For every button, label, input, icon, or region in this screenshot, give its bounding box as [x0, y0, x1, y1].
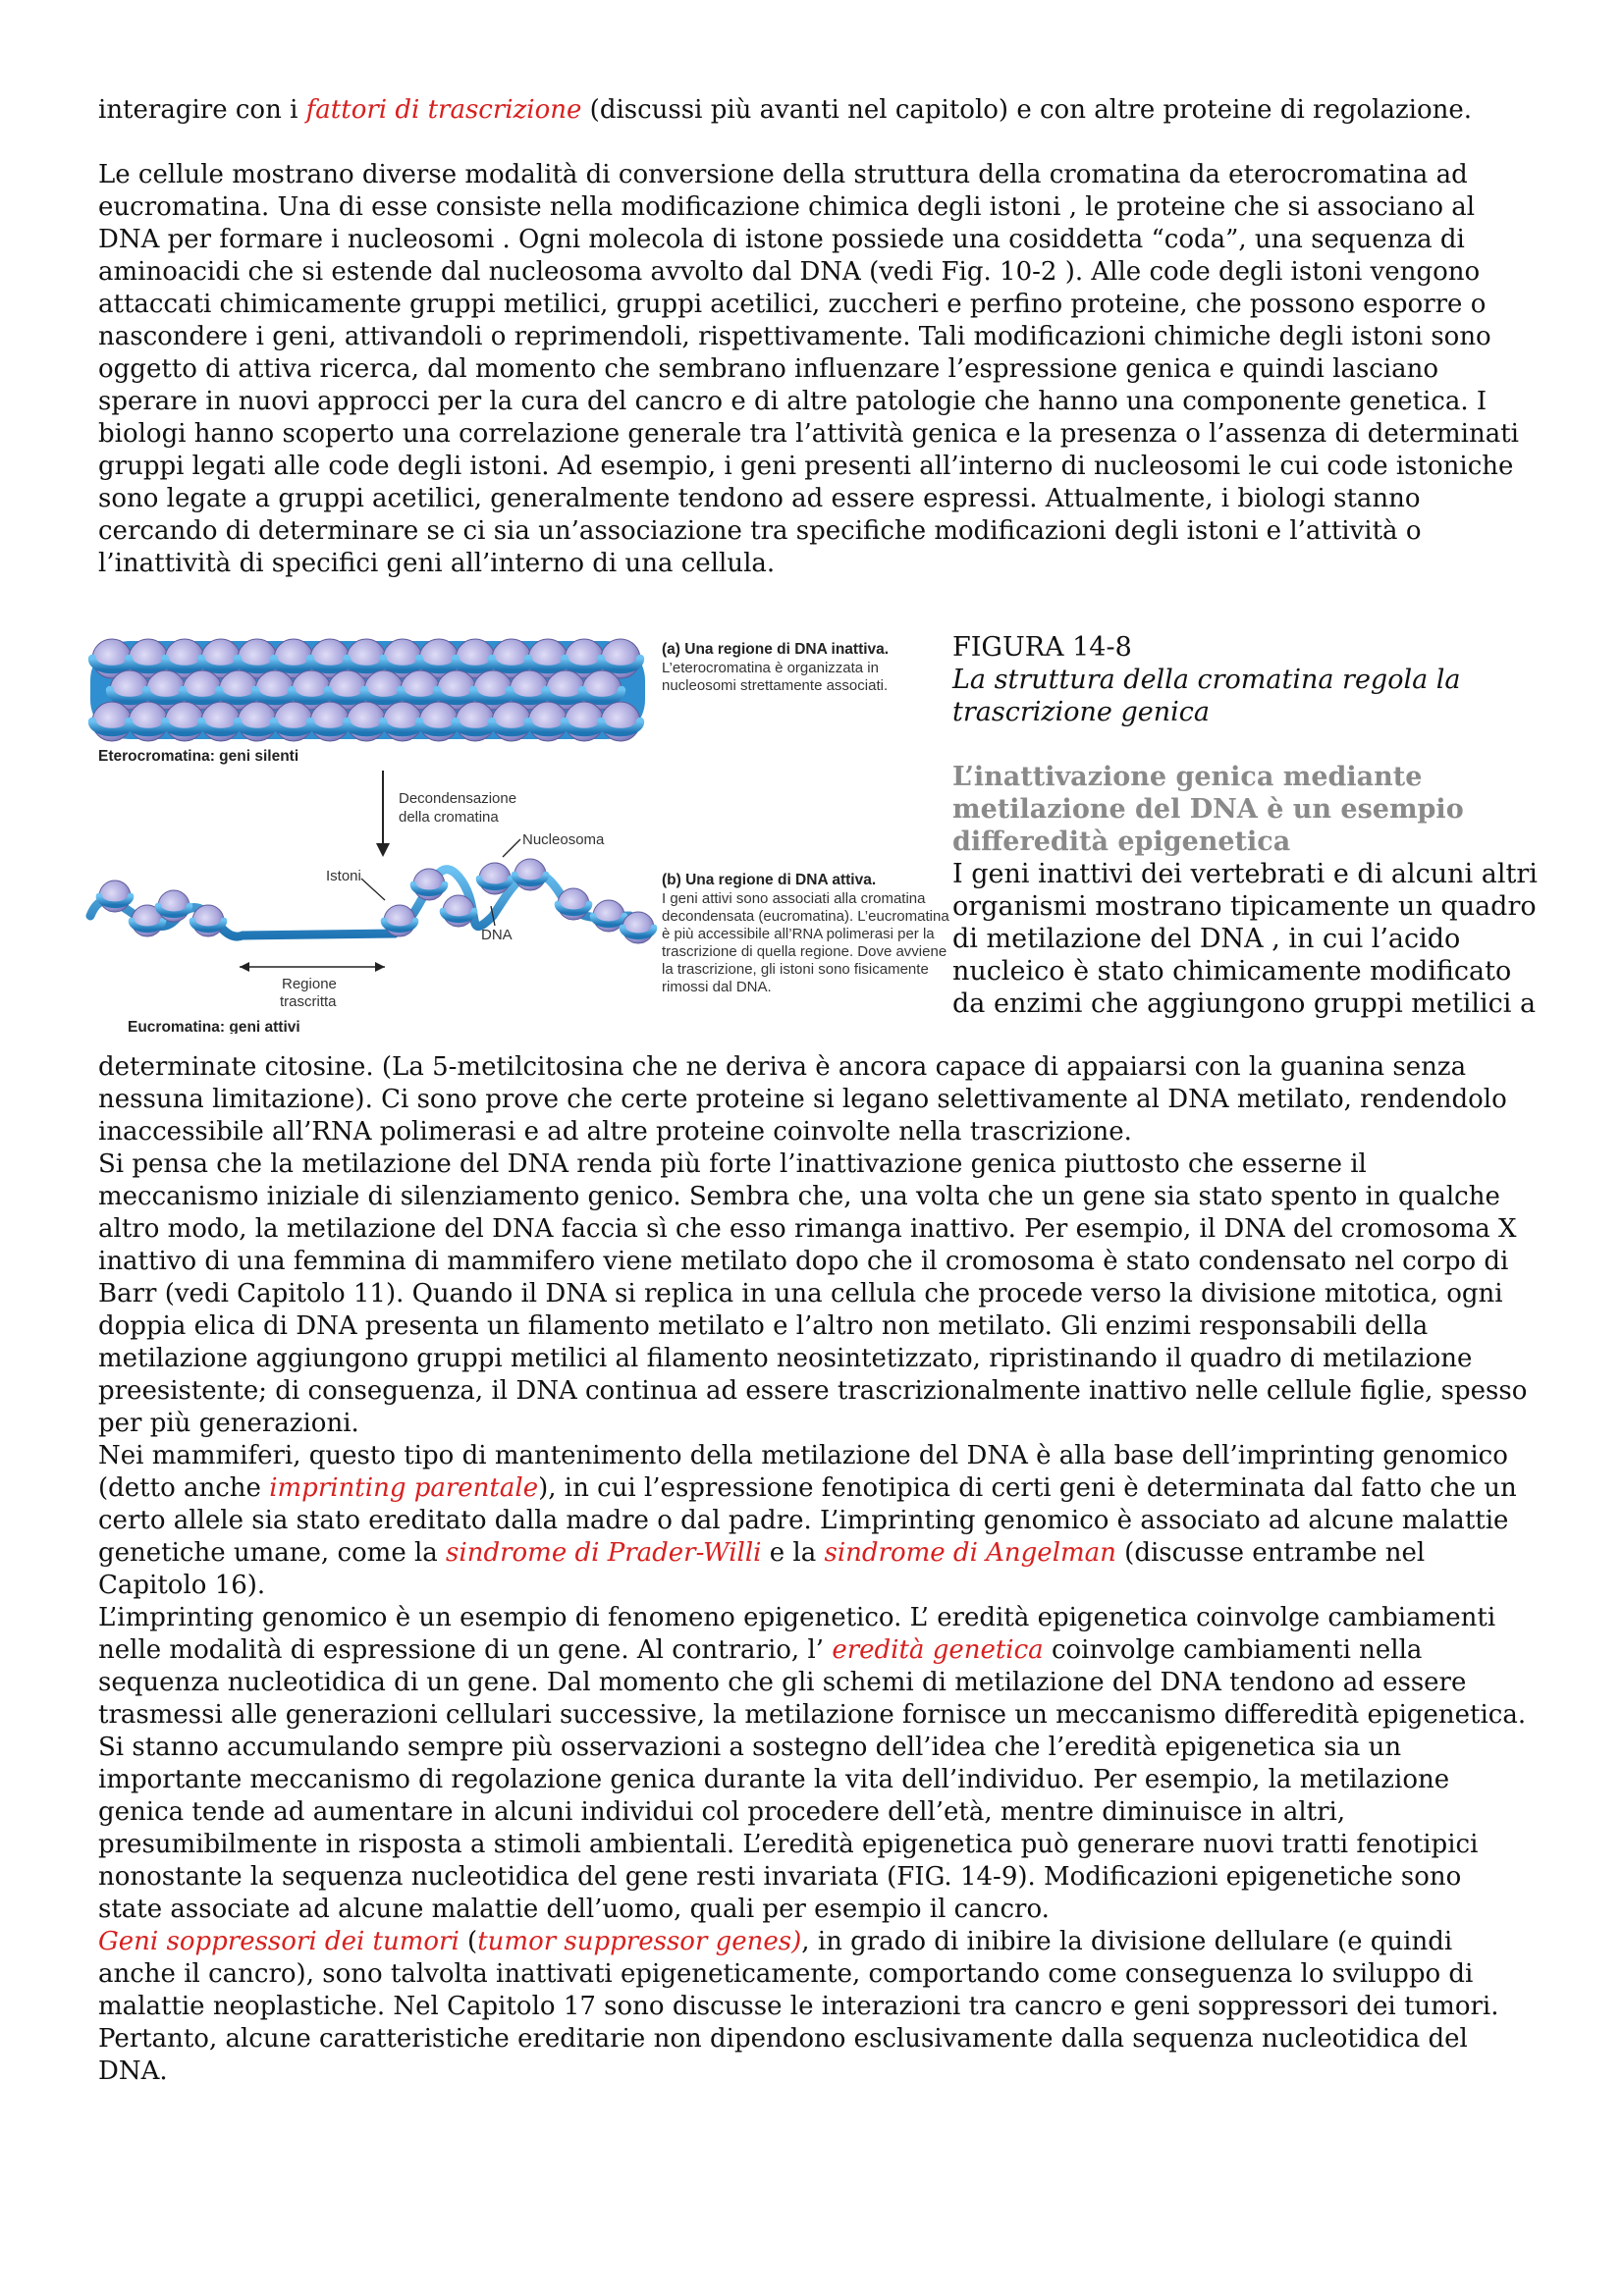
figure-row: [98, 621, 1538, 1051]
caption-b-title: (b) Una regione di DNA attiva.: [662, 872, 877, 888]
istoni-pointer: [361, 879, 385, 900]
paragraph-inattivazione: Si pensa che la metilazione del DNA renda più forte l’inattivazione genica piuttosto che esserne il meccanismo iniziale di silenziamento genico. Sembra che, una volta che un gene sia stato spento in qualche altro modo, la metilazione del DNA faccia sì che esso rimanga inattivo. Per esempio, il DNA del cromosoma X inattivo di una femmina di mammifero viene metilato dopo che il cromosoma è stato condensato nel corpo di Barr (vedi Capitolo 11). Quando il DNA si replica in una cellula che procede verso la divisione mitotica, ogni doppia elica di DNA presenta un filamento metilato e l’altro non metilato. Gli enzimi responsabili della metilazione aggiungono gruppi metilici al filamento neosintetizzato, ripristinando il quadro di metilazione preesistente; di conseguenza, il DNA continua ad essere trascrizionalmente inattivo nelle cellule figlie, spesso per più generazioni.: [98, 1149, 1528, 1438]
euchromatin-label: Eucromatina: geni attivi: [128, 1019, 300, 1034]
regione-label-1: Regione: [282, 976, 337, 992]
regione-label-2: trascritta: [280, 993, 337, 1010]
text-span: interagire con i: [98, 95, 306, 125]
term-tumor-suppressor: tumor suppressor genes): [477, 1927, 802, 1956]
paragraph-istoni: Le cellule mostrano diverse modalità di conversione della struttura della cromatina da eterocromatina ad eucromatina. Una di esse consiste nella modificazione chimica degli istoni , le proteine che si associano al DNA per formare i nucleosomi . Ogni molecola di istone possiede una cosiddetta “coda”, una sequenza di aminoacidi che si estende dal nucleosoma avvolto dal DNA (vedi Fig. 10-2 ). Alle code degli istoni vengono attaccati chimicamente gruppi metilici, gruppi acetilici, zuccheri e perfino proteine, che possono esporre o nascondere i geni, attivandoli o reprimendoli, rispettivamente. Tali modificazioni chimiche degli istoni sono oggetto di attiva ricerca, dal momento che sembrano influenzare l’espressione genica e quindi lasciano sperare in nuovi approcci per la cura del cancro e di altre patologie che hanno una componente genetica. I biologi hanno scoperto una correlazione generale tra l’attività genica e la presenza o l’assenza di determinati gruppi legati alle code degli istoni. Ad esempio, i geni presenti all’interno di nucleosomi le cui code istoniche sono legate a gruppi acetilici, generalmente tendono ad essere espressi. Attualmente, i biologi stanno cercando di determinare se ci sia un’associazione tra specifiche modificazioni degli istoni e l’attività o l’inattività di specifici geni all’interno di una cellula.: [98, 160, 1519, 578]
text-span: (discussi più avanti nel capitolo) e con altre proteine di regolazione.: [581, 95, 1473, 125]
text-span: (discusse entrambe nel Capitolo 16).: [98, 1538, 1426, 1600]
istoni-label: Istoni: [326, 868, 361, 884]
text-span: ), in cui l’espressione fenotipica di certi geni è determinata dal fatto che un certo allele sia stato ereditato dalla madre o dal padre. L’imprinting genomico è associato ad alcune malattie genetiche umane, come la: [98, 1473, 1517, 1568]
text-span: , in grado di inibire la divisione dellulare (e quindi anche il cancro), sono talvolta inattivati epigeneticamente, comportando come conseguenza lo sviluppo di malattie neoplastiche. Nel Capitolo 17 sono discusse le interazioni tra cancro e geni soppressori dei tumori. Pertanto, alcune caratteristiche ereditarie non dipendono esclusivamente dalla sequenza nucleotidica del DNA.: [98, 1927, 1499, 2086]
caption-a-line-1: L’eterocromatina è organizzata in: [662, 660, 879, 676]
figure-label: FIGURA 14-8: [952, 632, 1132, 663]
chromatin-figure: [71, 621, 954, 1034]
figure-sidebar: [952, 631, 1551, 1020]
term-prader-willi: sindrome di Prader-Willi: [446, 1538, 762, 1568]
text-span: coinvolge cambiamenti nella sequenza nucleotidica di un gene. Dal momento che gli schemi di metilazione del DNA tendono ad essere trasmessi alle generazioni cellulari successive, la metilazione fornisce un meccanismo differedità epigenetica. Si stanno accumulando sempre più osservazioni a sostegno dell’idea che l’eredità epigenetica sia un importante meccanismo di regolazione genica durante la vita dell’individuo. Per esempio, la metilazione genica tende ad aumentare in alcuni individui col procedere dell’età, mentre diminuisce in altri, presumibilmente in risposta a stimoli ambientali. L’eredità epigenetica può generare nuovi tratti fenotipici nonostante la sequenza nucleotidica del gene resti invariata (FIG. 14-9). Modificazioni epigenetiche sono state associate ad alcune malattie dell’uomo, quali per esempio il cancro.: [98, 1635, 1527, 1924]
figure-title: La struttura della cromatina regola la trascrizione genica: [952, 665, 1461, 727]
paragraph-imprinting: [98, 1440, 1532, 1602]
nucleosoma-label: Nucleosoma: [522, 831, 605, 848]
caption-b-line-6: rimossi dal DNA.: [662, 979, 772, 995]
paragraph-soppressori: [98, 1926, 1532, 2088]
region-bracket-right: [375, 962, 385, 972]
text-span: (: [459, 1927, 478, 1956]
caption-b-line-1: I geni attivi sono associati alla cromatina: [662, 890, 926, 907]
paragraph-metilazione-rest: determinate citosine. (La 5-metilcitosina che ne deriva è ancora capace di appaiarsi con la guanina senza nessuna limitazione). Ci sono prove che certe proteine si legano selettivamente al DNA metilato, rendendolo inaccessibile all’RNA polimerasi e ad altre proteine coinvolte nella trascrizione.: [98, 1052, 1507, 1147]
caption-a-title: (a) Una regione di DNA inattiva.: [662, 641, 890, 658]
text-span: e la: [761, 1538, 825, 1568]
paragraph-intro-continued: [98, 94, 1532, 127]
text-span: Nei mammiferi, questo tipo di mantenimento della metilazione del DNA è alla base dell’imprinting genomico (detto anche: [98, 1441, 1508, 1503]
document-page: [98, 94, 1538, 2088]
caption-a-line-2: nucleosomi strettamente associati.: [662, 677, 889, 694]
text-span: L’imprinting genomico è un esempio di fenomeno epigenetico. L’ eredità epigenetica coinvolge cambiamenti nelle modalità di espressione di un gene. Al contrario, l’: [98, 1603, 1496, 1665]
term-angelman: sindrome di Angelman: [824, 1538, 1116, 1568]
heterochromatin-label: Eterocromatina: geni silenti: [98, 748, 299, 765]
term-imprinting-parentale: imprinting parentale: [269, 1473, 539, 1503]
heterochromatin-illustration: [90, 639, 645, 741]
decondensation-label-1: Decondensazione: [399, 790, 517, 807]
euchromatin-illustration: [90, 859, 654, 943]
paragraph-epigenetica: [98, 1602, 1532, 1926]
caption-b-line-3: è più accessibile all’RNA polimerasi per la: [662, 926, 935, 942]
dna-label: DNA: [481, 927, 513, 943]
paragraph-metilazione-lead: I geni inattivi dei vertebrati e di alcuni altri organismi mostrano tipicamente un quadro di metilazione del DNA , in cui l’acido nucleico è stato chimicamente modificato da enzimi che aggiungono gruppi metilici a: [952, 859, 1538, 1019]
region-bracket-left: [240, 962, 249, 972]
term-eredita-genetica: eredità genetica: [832, 1635, 1044, 1665]
term-geni-soppressori: Geni soppressori dei tumori: [98, 1927, 460, 1956]
arrow-head: [376, 843, 390, 857]
decondensation-label-2: della cromatina: [399, 809, 499, 826]
section-heading: L’inattivazione genica mediante metilazione del DNA è un esempio differedità epigenetica: [952, 762, 1464, 857]
caption-b-line-2: decondensata (eucromatina). L’eucromatina: [662, 908, 949, 925]
nucleosoma-pointer: [503, 839, 520, 857]
caption-b-line-4: trascrizione di quella regione. Dove avviene: [662, 943, 947, 960]
term-fattori-di-trascrizione: fattori di trascrizione: [305, 95, 582, 125]
caption-b-line-5: la trascrizione, gli istoni sono fisicamente: [662, 961, 929, 978]
